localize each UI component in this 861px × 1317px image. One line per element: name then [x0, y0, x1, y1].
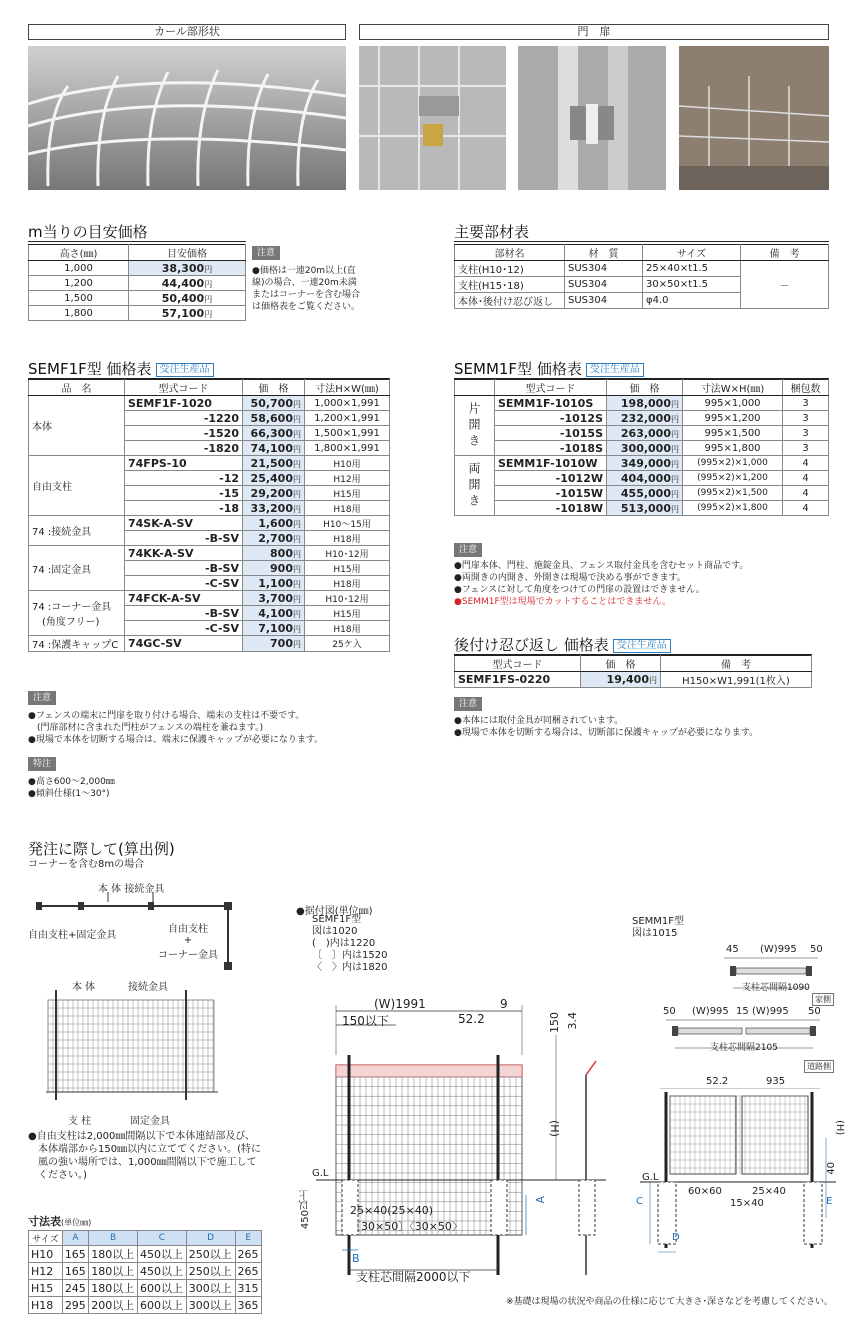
pack-count: 3	[783, 441, 829, 456]
semf-row	[29, 396, 390, 411]
model-code: -1520	[125, 426, 243, 441]
g-25x40: 25×40	[752, 1186, 786, 1197]
g-50: 50	[810, 944, 823, 955]
model-code: -C-SV	[125, 621, 243, 636]
dimension: 1,000×1,991	[305, 396, 390, 411]
g-60x60: 60×60	[688, 1186, 722, 1197]
semm-notes: ●門扉本体、門柱、施錠金具、フェンス取付金具を含むセット商品です。 ●両開きの内開き、外開きは現場で決める事ができます。 ●フェンスに対して角度をつけての門扉の設置はできません。 ●SEMM1F型は現場でカットすることはできません。	[454, 561, 749, 607]
g-15: 15	[736, 1006, 749, 1017]
dim-cell: 450以上	[137, 1246, 186, 1263]
size: φ4.0	[643, 293, 741, 309]
dim-w1991: (W)1991	[374, 997, 426, 1011]
dimension: 995×1,200	[683, 411, 783, 426]
dimension: H18用	[305, 621, 390, 636]
order-note: ●自由支柱は2,000㎜間隔以下で本体連結部及び、 本体端部から150㎜以内に立ててください。(特に 風の強い場所では、1,000㎜間隔以下で施工して ください。)	[28, 1131, 261, 1181]
label-free-post-fix: 自由支柱+固定金具	[28, 930, 117, 941]
model-code: SEMF1F-1020	[125, 396, 243, 411]
dim-col-header: D	[186, 1231, 235, 1246]
yen-unit: 円	[204, 264, 213, 274]
dim-cell: 180以上	[89, 1280, 138, 1297]
semm-row	[455, 501, 829, 516]
dim-b: B	[352, 1252, 360, 1265]
post-pitch: 支柱芯間隔2000以下	[356, 1270, 471, 1284]
col-type	[455, 380, 495, 396]
special-order-label: 特注	[28, 757, 56, 771]
dimension: (995×2)×1,500	[683, 486, 783, 501]
item-name: 74 :保護キャップC	[29, 636, 125, 652]
label-free-post-corner: 自由支柱 + コーナー金具	[158, 924, 218, 961]
semm-price-table	[454, 379, 829, 516]
label-fixing: 固定金具	[130, 1116, 170, 1127]
dimension: 995×1,800	[683, 441, 783, 456]
dim-a: A	[534, 1196, 547, 1204]
gate-lock-photo	[359, 46, 506, 190]
dim-cell: H10	[29, 1246, 63, 1263]
dim-cell: 180以上	[89, 1246, 138, 1263]
m-price-value: 38,300	[161, 261, 205, 275]
pack-count: 3	[783, 411, 829, 426]
dimension: H15用	[305, 486, 390, 501]
price-cell: 3,700円	[243, 591, 305, 606]
g-50c: 50	[808, 1006, 821, 1017]
gate-header: 門 扉	[359, 24, 829, 40]
price-cell: 7,100円	[243, 621, 305, 636]
material: SUS304	[565, 277, 643, 293]
dimension: (995×2)×1,200	[683, 471, 783, 486]
pack-count: 4	[783, 456, 829, 471]
price-cell: 232,000円	[607, 411, 683, 426]
g-w995c: (W)995	[752, 1006, 789, 1017]
pack-count: 4	[783, 471, 829, 486]
price-cell: 50,700円	[243, 396, 305, 411]
pack-count: 4	[783, 486, 829, 501]
model-code: -B-SV	[125, 531, 243, 546]
gl-label: G.L	[312, 1168, 329, 1179]
col-height: 高さ(㎜)	[29, 245, 129, 261]
dimension: 995×1,500	[683, 426, 783, 441]
semf-row	[29, 636, 390, 652]
col-size: サイズ	[643, 245, 741, 261]
item-name: 自由支柱	[29, 456, 125, 516]
dim-cell: 165	[62, 1263, 88, 1280]
pack-count: 3	[783, 426, 829, 441]
dimension: H18用	[305, 576, 390, 591]
yen-unit: 円	[204, 294, 213, 304]
m-height: 1,800	[29, 306, 129, 321]
col-dim: 寸法W×H(㎜)	[683, 380, 783, 396]
model-code: -1018W	[495, 501, 607, 516]
remark: －	[741, 261, 829, 309]
model-code: 74KK-A-SV	[125, 546, 243, 561]
dim-cell: 315	[235, 1280, 261, 1297]
g-935: 935	[766, 1076, 786, 1087]
house-side-label: 家側	[812, 993, 834, 1006]
model-code: SEMM1F-1010W	[495, 456, 607, 471]
item-name: 74 :コーナー金具 (角度フリー)	[29, 591, 125, 636]
price-cell: 66,300円	[243, 426, 305, 441]
model-code: -1012S	[495, 411, 607, 426]
m-price-title: m当りの目安価格	[28, 223, 148, 241]
road-side-label: 道路側	[804, 1060, 834, 1073]
shinobi-notes: ●本体には取付金具が同梱されています。 ●現場で本体を切断する場合は、切断部に保護キャップが必要になります。	[454, 716, 759, 738]
price-cell: 513,000円	[607, 501, 683, 516]
dim-cell: 200以上	[89, 1297, 138, 1314]
col-code: 型式コード	[455, 656, 581, 672]
material: SUS304	[565, 293, 643, 309]
dim-3-4: 3.4	[566, 1012, 579, 1030]
g-pitch-1090: 支柱芯間隔1090	[742, 983, 810, 993]
model-code: 74GC-SV	[125, 636, 243, 652]
dim-row	[29, 1263, 262, 1280]
semf-row	[29, 516, 390, 531]
m-price-note-label: 注意	[252, 246, 280, 260]
made-to-order-badge: 受注生産品	[613, 639, 671, 653]
dim-52-2: 52.2	[458, 1012, 485, 1026]
dim-450: 450以上	[300, 1190, 311, 1230]
dim-cell: 265	[235, 1246, 261, 1263]
dimension: 1,200×1,991	[305, 411, 390, 426]
price-cell: 1,600円	[243, 516, 305, 531]
price-cell: 33,200円	[243, 501, 305, 516]
dim-cell: 450以上	[137, 1263, 186, 1280]
m-height: 1,200	[29, 276, 129, 291]
dimension: H15用	[305, 606, 390, 621]
dimension: H18用	[305, 501, 390, 516]
pack-count: 3	[783, 396, 829, 411]
col-price: 目安価格	[129, 245, 246, 261]
curl-shape-header: カール部形状	[28, 24, 346, 40]
materials-title: 主要部材表	[454, 223, 530, 241]
shinobi-remark: H150×W1,991(1枚入)	[661, 672, 812, 688]
model-code: -1018S	[495, 441, 607, 456]
model-code: -15	[125, 486, 243, 501]
col-price: 価 格	[607, 380, 683, 396]
price-cell: 29,200円	[243, 486, 305, 501]
item-name: 本体	[29, 396, 125, 456]
col-material: 材 質	[565, 245, 643, 261]
shinobi-title: 後付け忍び返し 価格表 受注生産品	[454, 634, 671, 655]
gate-type: 片開き	[455, 396, 495, 456]
g-15x40: 15×40	[730, 1198, 764, 1209]
price-cell: 198,000円	[607, 396, 683, 411]
dimension-table	[28, 1230, 262, 1314]
dim-col-header: C	[137, 1231, 186, 1246]
model-code: -1220	[125, 411, 243, 426]
dimension: 1,500×1,991	[305, 426, 390, 441]
dimension: H10～15用	[305, 516, 390, 531]
dimension: 1,800×1,991	[305, 441, 390, 456]
g-c: C	[636, 1196, 643, 1207]
model-code: -C-SV	[125, 576, 243, 591]
dimension: H12用	[305, 471, 390, 486]
semf-note-label: 注意	[28, 691, 56, 705]
col-remark: 備 考	[661, 656, 812, 672]
dim-cell: 600以上	[137, 1280, 186, 1297]
model-code: -B-SV	[125, 606, 243, 621]
dim-150: 150	[548, 1012, 561, 1033]
model-code: 74FPS-10	[125, 456, 243, 471]
g-height: (H)	[834, 1120, 845, 1136]
price-cell: 900円	[243, 561, 305, 576]
pack-count: 4	[783, 501, 829, 516]
price-cell: 349,000円	[607, 456, 683, 471]
price-cell: 2,700円	[243, 531, 305, 546]
m-price-value: 50,400	[161, 291, 205, 305]
price-cell: 58,600円	[243, 411, 305, 426]
dim-table-title: 寸法表(単位㎜)	[28, 1215, 92, 1228]
semf-figure-notes: SEMF1F型 図は1020 ( )内は1220 〔 〕内は1520 〈 〉内は1820	[312, 914, 388, 973]
made-to-order-badge: 受注生産品	[586, 363, 644, 377]
footnote: ※基礎は現場の状況や商品の仕様に応じて大きさ･深さなどを考慮してください。	[506, 1297, 834, 1307]
install-title: ●据付図(単位㎜)	[296, 906, 373, 917]
semm-row	[455, 426, 829, 441]
price-cell: 404,000円	[607, 471, 683, 486]
semf-notes: ●フェンスの端末に門扉を取り付ける場合、端末の支柱は不要です。 (門扉部材に含まれた門柱がフェンスの端柱を兼ねます。) ●現場で本体を切断する場合は、端末に保護キャップが必要になります。	[28, 711, 324, 745]
label-body-joint: 本 体 接続金具	[98, 884, 165, 895]
yen-unit: 円	[204, 279, 213, 289]
dim-cell: H12	[29, 1263, 63, 1280]
dimension: H10用	[305, 456, 390, 471]
m-price-note: ●価格は一連20m以上(直 線)の場合、一連20m未満 またはコーナーを含む場合 は価格表をご覧ください。	[252, 266, 361, 312]
price-cell: 300,000円	[607, 441, 683, 456]
fence-elevation-diagram	[46, 990, 218, 1110]
label-body: 本 体	[72, 982, 96, 993]
col-dim: 寸法H×W(㎜)	[305, 380, 390, 396]
semm-row	[455, 456, 829, 471]
dimension: (995×2)×1,800	[683, 501, 783, 516]
semm-figure-notes: SEMM1F型 図は1015	[632, 916, 685, 939]
semf-row	[29, 591, 390, 606]
dimension: H18用	[305, 531, 390, 546]
dim-height: (H)	[548, 1120, 561, 1137]
dimension: 25ケ入	[305, 636, 390, 652]
model-code: 74FCK-A-SV	[125, 591, 243, 606]
price-cell: 455,000円	[607, 486, 683, 501]
g-w995b: (W)995	[692, 1006, 729, 1017]
m-height: 1,000	[29, 261, 129, 276]
dim-cell: 300以上	[186, 1280, 235, 1297]
dim-cell: 245	[62, 1280, 88, 1297]
dim-cell: 165	[62, 1246, 88, 1263]
item-name: 74 :接続金具	[29, 516, 125, 546]
dim-cell: 265	[235, 1263, 261, 1280]
dimension: 995×1,000	[683, 396, 783, 411]
dim-col-header: A	[62, 1231, 88, 1246]
price-cell: 4,100円	[243, 606, 305, 621]
g-45: 45	[726, 944, 739, 955]
model-code: -1015W	[495, 486, 607, 501]
order-subtitle: コーナーを含む8mの場合	[28, 859, 145, 870]
dim-cell: 600以上	[137, 1297, 186, 1314]
semm-row	[455, 441, 829, 456]
col-price: 価 格	[581, 656, 661, 672]
dimension: H10･12用	[305, 591, 390, 606]
size: 30×50×t1.5	[643, 277, 741, 293]
material: SUS304	[565, 261, 643, 277]
price-cell: 800円	[243, 546, 305, 561]
model-code: -1012W	[495, 471, 607, 486]
dim-cell: H18	[29, 1297, 63, 1314]
g-gl: G.L	[642, 1172, 659, 1183]
materials-table	[454, 244, 829, 309]
g-e: E	[826, 1196, 833, 1207]
dim-150-below: 150以下	[342, 1014, 389, 1028]
semf-row	[29, 456, 390, 471]
curl-shape-photo	[28, 46, 346, 190]
made-to-order-badge: 受注生産品	[156, 363, 214, 377]
shinobi-code: SEMF1FS-0220	[455, 672, 581, 688]
g-pitch-2105: 支柱芯間隔2105	[710, 1043, 778, 1053]
g-d: D	[672, 1232, 680, 1243]
g-w995: (W)995	[760, 944, 797, 955]
dim-col-header: サイズ	[29, 1231, 63, 1246]
dim-cell: H15	[29, 1280, 63, 1297]
shinobi-price: 19,400	[606, 673, 649, 686]
dim-cell: 295	[62, 1297, 88, 1314]
model-code: 74SK-A-SV	[125, 516, 243, 531]
col-price: 価 格	[243, 380, 305, 396]
col-remark: 備 考	[741, 245, 829, 261]
dim-cell: 180以上	[89, 1263, 138, 1280]
m-height: 1,500	[29, 291, 129, 306]
dimension: H15用	[305, 561, 390, 576]
model-code: -B-SV	[125, 561, 243, 576]
g-50b: 50	[663, 1006, 676, 1017]
col-pack: 梱包数	[783, 380, 829, 396]
model-code: -1015S	[495, 426, 607, 441]
semm-note-label: 注意	[454, 543, 482, 557]
dim-row	[29, 1297, 262, 1314]
label-joint: 接続金具	[128, 982, 168, 993]
m-price-table	[28, 244, 246, 321]
part-name: 支柱(H15･18)	[455, 277, 565, 293]
semf-installation-drawing	[296, 995, 616, 1290]
dim-9: 9	[500, 997, 508, 1011]
shinobi-note-label: 注意	[454, 697, 482, 711]
col-part: 部材名	[455, 245, 565, 261]
semf-title: SEMF1F型 価格表 受注生産品	[28, 358, 214, 379]
gate-elevation-drawing	[640, 1088, 840, 1258]
col-code: 型式コード	[495, 380, 607, 396]
part-name: 支柱(H10･12)	[455, 261, 565, 277]
price-cell: 1,100円	[243, 576, 305, 591]
price-cell: 263,000円	[607, 426, 683, 441]
post-size-a: 25×40(25×40)	[350, 1204, 434, 1217]
part-name: 本体･後付け忍び返し	[455, 293, 565, 309]
gate-type: 両開き	[455, 456, 495, 516]
size: 25×40×t1.5	[643, 261, 741, 277]
post-size-b: 〔30×50〕〈30×50〉	[350, 1220, 463, 1233]
dim-cell: 365	[235, 1297, 261, 1314]
semm-row	[455, 486, 829, 501]
m-price-value: 44,400	[161, 276, 205, 290]
dim-cell: 300以上	[186, 1297, 235, 1314]
m-price-value: 57,100	[161, 306, 205, 320]
dim-col-header: B	[89, 1231, 138, 1246]
semm-row	[455, 411, 829, 426]
item-name: 74 :固定金具	[29, 546, 125, 591]
dim-row	[29, 1246, 262, 1263]
model-code: SEMM1F-1010S	[495, 396, 607, 411]
model-code: -18	[125, 501, 243, 516]
label-post: 支 柱	[68, 1116, 92, 1127]
price-cell: 25,400円	[243, 471, 305, 486]
gate-installed-photo	[679, 46, 829, 190]
dim-col-header: E	[235, 1231, 261, 1246]
yen-unit: 円	[649, 676, 657, 685]
dimension: H10･12用	[305, 546, 390, 561]
g-52-2: 52.2	[706, 1076, 729, 1087]
semm-row	[455, 471, 829, 486]
model-code: -1820	[125, 441, 243, 456]
dimension: (995×2)×1,000	[683, 456, 783, 471]
col-code: 型式コード	[125, 380, 243, 396]
price-cell: 74,100円	[243, 441, 305, 456]
semm-title: SEMM1F型 価格表 受注生産品	[454, 358, 644, 379]
semf-row	[29, 546, 390, 561]
dim-row	[29, 1280, 262, 1297]
shinobi-price-table	[454, 655, 812, 688]
g-40: 40	[826, 1162, 837, 1175]
col-item: 品 名	[29, 380, 125, 396]
gate-hinge-photo	[518, 46, 666, 190]
yen-unit: 円	[204, 309, 213, 319]
dim-cell: 250以上	[186, 1246, 235, 1263]
price-cell: 21,500円	[243, 456, 305, 471]
model-code: -12	[125, 471, 243, 486]
price-cell: 700円	[243, 636, 305, 652]
dim-cell: 250以上	[186, 1263, 235, 1280]
semf-price-table	[28, 379, 390, 652]
special-order-notes: ●高さ600～2,000㎜ ●傾斜仕様(1～30°)	[28, 777, 115, 799]
order-title: 発注に際して(算出例)	[28, 840, 175, 858]
semm-row	[455, 396, 829, 411]
